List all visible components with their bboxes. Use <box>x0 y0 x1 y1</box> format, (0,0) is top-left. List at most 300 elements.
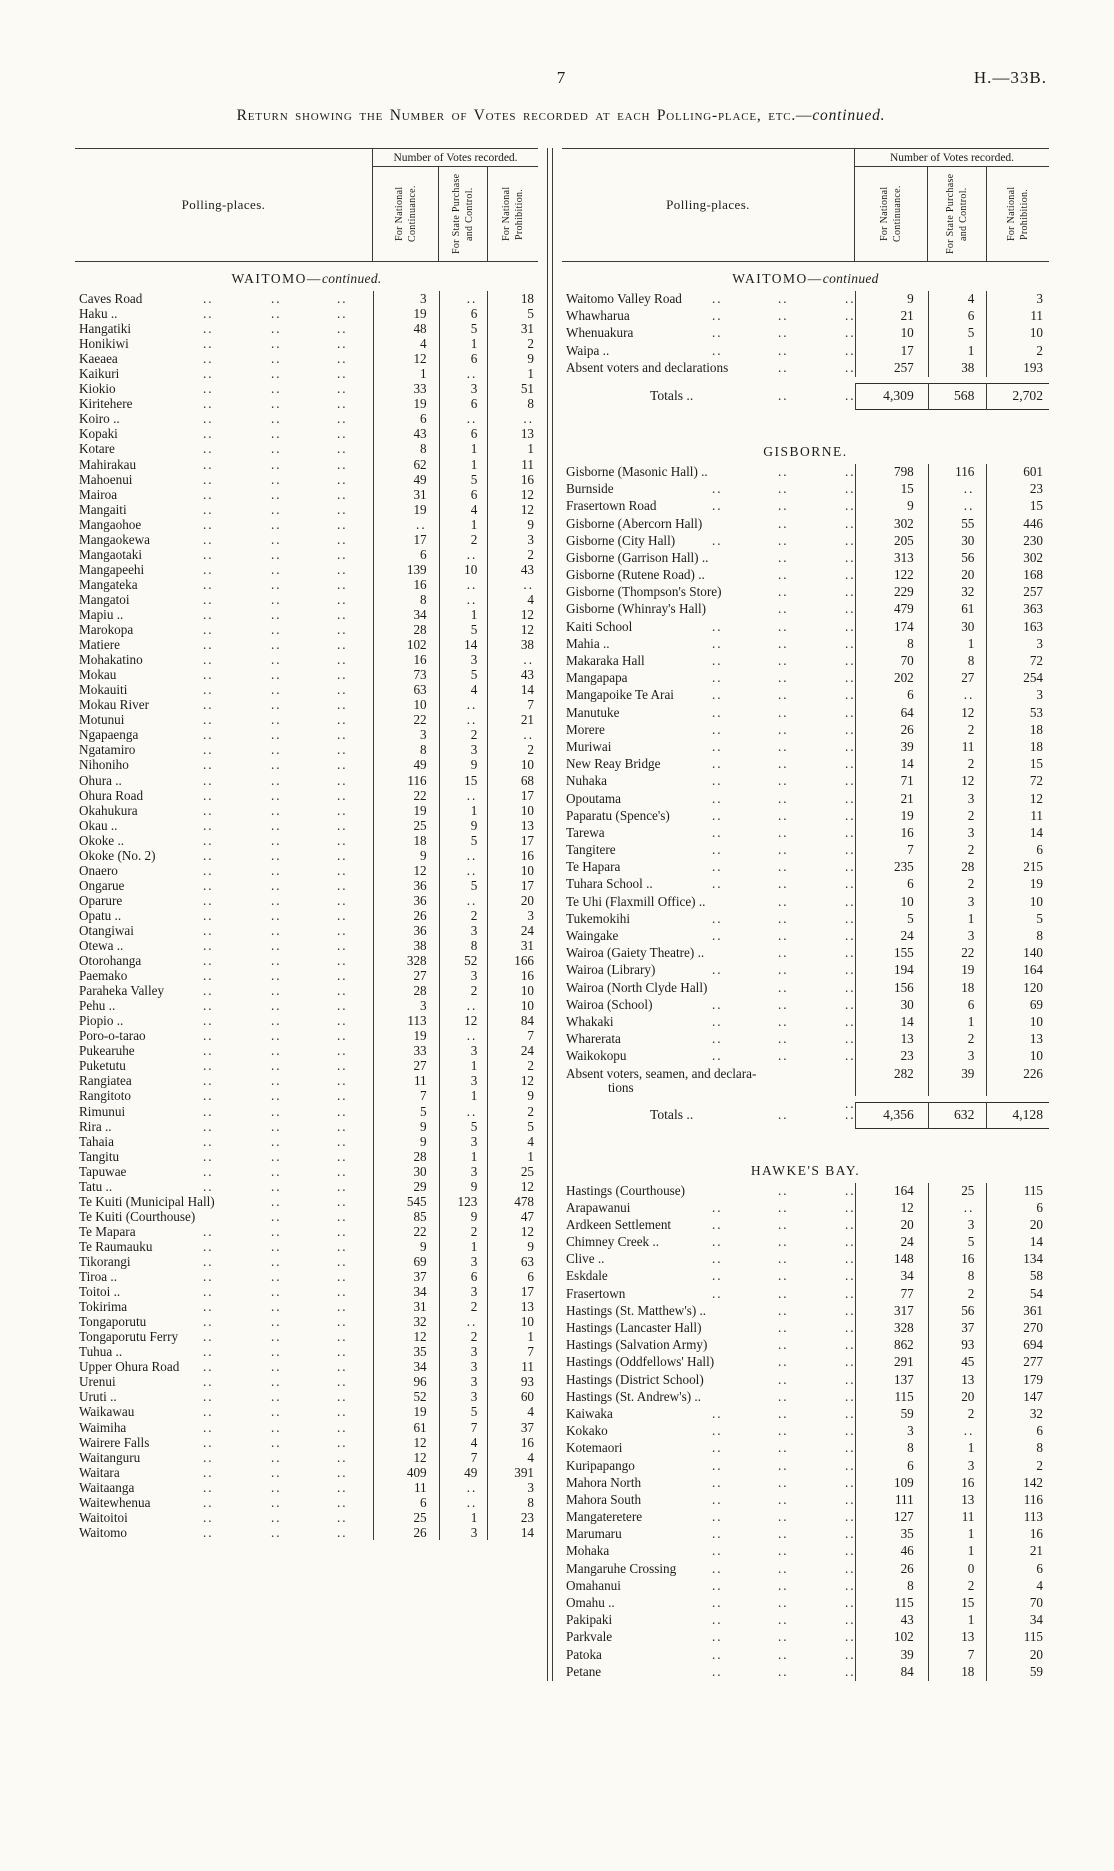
vote-value-for-national-continuance <box>855 567 928 584</box>
table-row <box>562 1372 1049 1389</box>
dot-leader: .. <box>778 342 789 358</box>
dot-leader: .. <box>271 396 282 412</box>
dot-leader: .. <box>337 1299 348 1315</box>
place-name: Mairoa <box>79 486 118 502</box>
vote-value-text: 63 <box>520 1254 534 1269</box>
place-name: Mangaokewa <box>79 531 151 547</box>
vote-value-for-state-purchase-and-control <box>928 1475 987 1492</box>
place-name-cell <box>75 788 373 804</box>
vote-value-text: 84 <box>520 1013 534 1029</box>
dot-leader: .. <box>778 1491 789 1507</box>
dot-leader: .. <box>271 441 282 457</box>
page-title-continued: continued. <box>812 107 886 124</box>
vote-value-text: 59 <box>1029 1663 1044 1679</box>
vote-value-for-national-prohibition <box>986 1303 1049 1320</box>
vote-value-for-national-continuance <box>373 1420 439 1435</box>
vote-value-text: 6 <box>420 546 427 562</box>
place-name-cell <box>75 1480 373 1496</box>
place-name-cell <box>75 1028 373 1044</box>
vote-value-for-national-prohibition <box>986 722 1049 739</box>
section-title <box>562 271 1049 287</box>
vote-value-for-national-prohibition <box>986 567 1049 584</box>
vote-value-text: 34 <box>900 1268 914 1284</box>
table-row <box>562 705 1049 722</box>
vote-value-text: 27 <box>413 1058 427 1074</box>
place-name-cell <box>562 291 855 307</box>
dot-leader: .. <box>778 1577 789 1593</box>
dot-leader: .. <box>271 1073 282 1089</box>
dot-leader: .. <box>337 366 348 382</box>
dot-leader: .. <box>203 998 214 1014</box>
vote-value-text: .. <box>466 847 478 863</box>
vote-value-for-national-prohibition <box>487 1389 538 1404</box>
table-row <box>75 547 538 562</box>
vote-value-text: 3 <box>470 1284 478 1300</box>
vote-value-for-state-purchase-and-control <box>928 291 987 308</box>
dot-leader: .. <box>845 962 856 978</box>
vote-value-for-state-purchase-and-control <box>928 601 987 618</box>
vote-value-text: .. <box>523 727 534 743</box>
vote-value-text: 2 <box>527 1058 534 1074</box>
vote-value-text: 7 <box>527 1028 534 1044</box>
place-name-cell <box>75 818 373 834</box>
section-title-continued: continued <box>822 271 879 286</box>
vote-value-text: 257 <box>893 359 914 375</box>
dot-leader: .. <box>712 824 723 840</box>
vote-value-for-national-continuance <box>373 1269 439 1284</box>
table-row <box>75 712 538 727</box>
dot-leader: .. <box>337 998 348 1014</box>
vote-value-for-state-purchase-and-control <box>928 567 987 584</box>
table-row <box>75 908 538 923</box>
dot-leader: .. <box>271 1284 282 1300</box>
vote-value-text: 22 <box>413 787 427 803</box>
vote-value-for-national-continuance <box>373 1058 439 1073</box>
vote-value-text: 6 <box>967 996 975 1012</box>
place-name-cell <box>75 487 373 503</box>
vote-value-for-national-continuance <box>373 592 439 607</box>
section-title <box>75 271 538 287</box>
place-name: Hastings (Lancaster Hall) <box>566 1320 702 1335</box>
vote-value-for-state-purchase-and-control <box>928 825 987 842</box>
dot-leader: .. <box>337 1148 348 1164</box>
vote-value-text: 1 <box>527 366 534 382</box>
vote-value-text: 35 <box>900 1526 914 1542</box>
vote-value-text: 2,702 <box>987 383 1049 410</box>
vote-value-for-national-prohibition <box>986 601 1049 618</box>
vote-value-text: 2 <box>967 1031 975 1047</box>
place-name-cell <box>562 636 855 652</box>
vote-value-for-national-prohibition <box>986 1320 1049 1337</box>
dot-leader: .. <box>271 1223 282 1239</box>
dot-leader: .. <box>845 670 856 686</box>
dot-leader: .. <box>337 1013 348 1029</box>
vote-value-for-state-purchase-and-control <box>928 945 987 962</box>
place-name-cell <box>75 1119 373 1135</box>
vote-value-for-national-prohibition <box>986 1475 1049 1492</box>
dot-leader: .. <box>337 697 348 713</box>
vote-value-text: 8 <box>420 441 427 457</box>
table-row <box>75 1239 538 1254</box>
dot-leader: .. <box>712 996 723 1012</box>
vote-value-text: 2 <box>527 742 534 758</box>
vote-value-for-national-prohibition <box>986 533 1049 550</box>
dot-leader: .. <box>712 859 723 875</box>
section-title-text: GISBORNE. <box>763 443 848 459</box>
vote-value-for-national-continuance <box>855 1354 928 1371</box>
vote-value-for-state-purchase-and-control <box>928 481 987 498</box>
vote-value-text: 70 <box>900 653 914 668</box>
vote-value-text: 12 <box>413 1329 427 1345</box>
place-name-cell <box>562 1065 856 1111</box>
table-row <box>562 1664 1049 1681</box>
vote-value-text: 33 <box>413 1043 427 1059</box>
place-name-cell <box>562 859 855 875</box>
table-row <box>562 876 1049 893</box>
dot-leader: .. <box>778 721 789 737</box>
vote-value-text: 1 <box>470 1088 478 1104</box>
dot-leader: .. <box>337 712 348 728</box>
dot-leader: .. <box>203 441 214 457</box>
place-name: Whawharua <box>566 308 630 324</box>
dot-leader: .. <box>778 1107 789 1122</box>
place-name-cell <box>562 997 855 1013</box>
table-row <box>562 481 1049 498</box>
vote-value-for-national-continuance <box>373 517 439 532</box>
table-row <box>562 1561 1049 1578</box>
table-row <box>562 997 1049 1014</box>
dot-leader: .. <box>271 802 282 818</box>
vote-value-for-state-purchase-and-control <box>439 1088 488 1103</box>
vote-value-text: 1 <box>967 1013 975 1029</box>
vote-value-text: 13 <box>520 1299 534 1315</box>
vote-value-for-national-continuance <box>373 893 439 908</box>
place-name-cell <box>562 945 855 961</box>
place-name-cell <box>75 1465 373 1481</box>
dot-leader: .. <box>778 1612 789 1628</box>
vote-value-for-national-continuance <box>855 980 928 997</box>
place-name: Kaikuri <box>79 366 120 382</box>
vote-value-for-national-prohibition <box>986 360 1049 377</box>
table-row <box>75 1088 538 1103</box>
vote-value-for-state-purchase-and-control <box>439 1344 488 1359</box>
vote-value-for-national-prohibition <box>487 457 538 472</box>
dot-leader: .. <box>271 983 282 999</box>
vote-value-for-state-purchase-and-control <box>928 980 987 997</box>
vote-value-for-national-prohibition <box>487 968 538 983</box>
vote-value-for-state-purchase-and-control <box>439 1329 488 1344</box>
vote-value-for-national-continuance <box>373 547 439 562</box>
vote-value-for-national-prohibition <box>986 1664 1049 1681</box>
vote-value-for-national-continuance <box>855 962 928 979</box>
dot-leader: .. <box>337 396 348 412</box>
table-row <box>562 1423 1049 1440</box>
vote-value-text: 3 <box>527 1479 534 1495</box>
vote-value-for-state-purchase-and-control <box>439 472 488 487</box>
vote-value-text: 69 <box>1029 996 1044 1012</box>
dot-leader: .. <box>712 962 723 978</box>
dot-leader: .. <box>337 1494 348 1510</box>
dot-leader: .. <box>778 1543 789 1559</box>
vote-value-for-state-purchase-and-control <box>439 667 488 682</box>
table-row <box>75 441 538 456</box>
dot-leader: .. <box>778 1663 789 1679</box>
column-header-for-national-prohibition <box>487 167 538 261</box>
vote-value-for-national-prohibition <box>487 878 538 893</box>
vote-value-for-national-prohibition <box>487 1239 538 1254</box>
vote-value-text: 3 <box>967 824 975 840</box>
dot-leader: .. <box>712 1048 723 1064</box>
dot-leader: .. <box>203 456 214 472</box>
votes-header-group <box>854 149 1049 261</box>
dot-leader: .. <box>712 1405 723 1421</box>
place-name-cell <box>75 1013 373 1029</box>
vote-value-for-state-purchase-and-control <box>439 1043 488 1058</box>
dot-leader: .. <box>271 336 282 352</box>
place-name-cell <box>562 1595 855 1611</box>
vote-value-text: 3 <box>470 1254 478 1269</box>
dot-leader: .. <box>271 1178 282 1194</box>
dot-leader: .. <box>271 757 282 773</box>
vote-value-text: 25 <box>413 1509 427 1525</box>
table-row <box>562 791 1049 808</box>
vote-value-text: 12 <box>520 501 534 517</box>
table-row <box>75 502 538 517</box>
vote-value-text: 12 <box>413 351 427 367</box>
dot-leader: .. <box>712 342 723 358</box>
vote-value-text: 34 <box>413 606 427 622</box>
vote-value-for-national-prohibition <box>986 308 1049 325</box>
vote-value-text: 21 <box>520 712 534 728</box>
table-row <box>75 1329 538 1344</box>
dot-leader: .. <box>778 1031 789 1047</box>
vote-value-text: 20 <box>1029 1646 1044 1662</box>
vote-value-text: 12 <box>520 1223 534 1239</box>
place-name-cell <box>75 306 373 322</box>
dot-leader: .. <box>712 1577 723 1593</box>
dot-leader: .. <box>271 501 282 517</box>
place-name: Waikawau <box>79 1404 135 1420</box>
dot-leader: .. <box>203 1013 214 1029</box>
vote-value-text: .. <box>466 998 478 1014</box>
vote-value-text: .. <box>466 892 478 908</box>
table-row <box>75 396 538 411</box>
vote-value-for-national-continuance <box>373 998 439 1013</box>
vote-value-text: 15 <box>464 772 478 788</box>
dot-leader: .. <box>271 606 282 622</box>
place-name: Waitoitoi <box>79 1509 128 1525</box>
vote-value-text: 46 <box>900 1543 914 1559</box>
dot-leader: .. <box>271 847 282 863</box>
vote-value-for-state-purchase-and-control <box>928 325 987 342</box>
dot-leader: .. <box>203 1359 214 1375</box>
place-name-cell <box>562 1251 855 1267</box>
vote-value-text: 3 <box>470 1073 478 1089</box>
vote-value-text: 164 <box>1023 962 1044 978</box>
place-name: Ngatamiro <box>79 742 136 758</box>
vote-value-text: 1 <box>527 441 534 457</box>
vote-value-text: 5 <box>527 1118 534 1134</box>
vote-value-text: 134 <box>1023 1251 1044 1267</box>
dot-leader: .. <box>337 1359 348 1375</box>
vote-value-text: 32 <box>961 584 975 600</box>
vote-value-for-state-purchase-and-control <box>439 968 488 983</box>
dot-leader: .. <box>203 1434 214 1450</box>
vote-value-for-national-prohibition <box>487 1073 538 1088</box>
vote-value-for-national-prohibition <box>986 1440 1049 1457</box>
place-name: Parkvale <box>566 1629 613 1645</box>
dot-leader: .. <box>203 291 214 306</box>
table-row <box>75 1465 538 1480</box>
totals-label: Totals .. <box>650 1107 694 1122</box>
vote-value-for-national-prohibition <box>487 848 538 863</box>
dot-leader: .. <box>337 1103 348 1119</box>
dot-leader: .. <box>271 1269 282 1285</box>
table-row <box>75 1314 538 1329</box>
vote-value-text: 28 <box>961 859 975 875</box>
vote-value-text: 12 <box>900 1199 914 1215</box>
dot-leader: .. <box>845 532 856 548</box>
dot-leader: .. <box>337 652 348 668</box>
place-name-cell <box>75 742 373 758</box>
vote-value-for-national-prohibition <box>986 980 1049 997</box>
dot-leader: .. <box>845 618 856 634</box>
dot-leader: .. <box>845 1320 856 1335</box>
vote-value-text: 1 <box>967 1440 975 1456</box>
vote-value-for-national-prohibition <box>487 1104 538 1119</box>
vote-value-for-state-purchase-and-control <box>928 894 987 911</box>
vote-value-text: 93 <box>520 1374 534 1390</box>
vote-value-text: 12 <box>520 606 534 622</box>
vote-value-for-state-purchase-and-control <box>928 1612 987 1629</box>
dot-leader: .. <box>712 928 723 943</box>
vote-value-text: 12 <box>961 773 975 789</box>
vote-value-text: 4,356 <box>856 1102 928 1129</box>
vote-value-text: 24 <box>520 922 534 938</box>
table-row <box>562 516 1049 533</box>
vote-value-text: 4 <box>527 591 534 607</box>
totals-row <box>562 1102 1049 1129</box>
table-row <box>75 472 538 487</box>
vote-value-text: 1 <box>470 1509 478 1525</box>
vote-value-for-state-purchase-and-control <box>439 1254 488 1269</box>
vote-value-for-national-continuance <box>373 983 439 998</box>
place-name: Rimunui <box>79 1103 126 1119</box>
vote-value-text: 1 <box>470 1058 478 1074</box>
table-section <box>75 271 538 1540</box>
vote-value-text: 3 <box>470 1524 478 1540</box>
vote-value-for-state-purchase-and-control <box>928 1354 987 1371</box>
table-row <box>75 1028 538 1043</box>
vote-value-for-national-continuance <box>373 1344 439 1359</box>
vote-value-text: 20 <box>961 567 975 583</box>
vote-value-for-state-purchase-and-control <box>928 1217 987 1234</box>
vote-value-text: 72 <box>1029 773 1044 789</box>
section-title-text: WAITOMO— <box>732 271 823 286</box>
dot-leader: .. <box>203 1404 214 1420</box>
vote-value-text: 4 <box>527 1404 534 1420</box>
vote-value-text: 3 <box>420 291 427 306</box>
column-header-for-national-prohibition <box>986 167 1049 261</box>
vote-value-text: 6 <box>470 351 478 367</box>
dot-leader: .. <box>203 727 214 743</box>
vote-value-text: 12 <box>413 1449 427 1465</box>
place-name: Ngapaenga <box>79 727 139 743</box>
table-row <box>75 1284 538 1299</box>
dot-leader: .. <box>271 1043 282 1059</box>
vote-value-text: 3 <box>470 1359 478 1375</box>
vote-value-for-national-continuance <box>855 1647 928 1664</box>
table-row <box>75 1043 538 1058</box>
vote-value-text: 48 <box>413 321 427 337</box>
dot-leader: .. <box>337 1449 348 1465</box>
vote-value-text: 2 <box>470 1329 478 1345</box>
dot-leader: .. <box>337 321 348 337</box>
table-column-headers <box>562 148 1049 262</box>
vote-value-for-state-purchase-and-control <box>928 1578 987 1595</box>
dot-leader: .. <box>203 1043 214 1059</box>
table-row <box>562 1629 1049 1646</box>
vote-value-for-state-purchase-and-control <box>439 833 488 848</box>
vote-value-text: 168 <box>1023 567 1044 583</box>
table-row <box>562 1320 1049 1337</box>
table-row <box>562 1337 1049 1354</box>
place-name-cell <box>75 1374 373 1390</box>
vote-value-text: .. <box>416 516 427 532</box>
vote-value-text: 12 <box>413 1434 427 1450</box>
place-name-cell <box>75 712 373 728</box>
dot-leader: .. <box>203 561 214 577</box>
vote-value-text: 4 <box>527 1449 534 1465</box>
place-name: Morere <box>566 721 605 737</box>
vote-value-for-national-prohibition <box>487 712 538 727</box>
vote-value-text: 68 <box>520 772 534 788</box>
vote-value-text: 3 <box>470 381 478 397</box>
vote-value-text: 14 <box>520 682 534 698</box>
vote-value-text: 7 <box>420 1088 427 1104</box>
dot-leader: .. <box>712 1646 723 1662</box>
place-name: Tangitere <box>566 842 616 858</box>
vote-value-for-national-continuance <box>855 360 928 377</box>
place-name: Mahora South <box>566 1491 642 1507</box>
vote-value-text: 862 <box>893 1337 914 1353</box>
table-row <box>75 1134 538 1149</box>
dot-leader: .. <box>845 1337 856 1353</box>
table-row <box>75 592 538 607</box>
table-row <box>562 962 1049 979</box>
place-name: Kotemaori <box>566 1440 623 1456</box>
table-row <box>562 533 1049 550</box>
place-name-cell <box>75 381 373 397</box>
table-row <box>75 818 538 833</box>
vote-value-for-state-purchase-and-control <box>439 1013 488 1028</box>
dot-leader: .. <box>778 910 789 926</box>
vote-value-text: 13 <box>961 1371 975 1387</box>
dot-leader: .. <box>845 945 856 961</box>
vote-value-text: 205 <box>893 532 914 548</box>
vote-value-text: 12 <box>520 1073 534 1089</box>
dot-leader: .. <box>337 336 348 352</box>
page-title-main: Return showing the Number of Votes recorded at each Polling-place, etc.— <box>236 107 813 124</box>
vote-value-text: .. <box>466 411 478 427</box>
vote-value-for-national-continuance <box>373 682 439 697</box>
vote-value-for-national-prohibition <box>487 577 538 592</box>
vote-value-text: 123 <box>457 1193 478 1209</box>
place-name-cell <box>75 291 373 307</box>
place-name: Okoke (No. 2) <box>79 847 156 863</box>
table-row <box>562 1303 1049 1320</box>
place-name: Waimiha <box>79 1419 127 1435</box>
